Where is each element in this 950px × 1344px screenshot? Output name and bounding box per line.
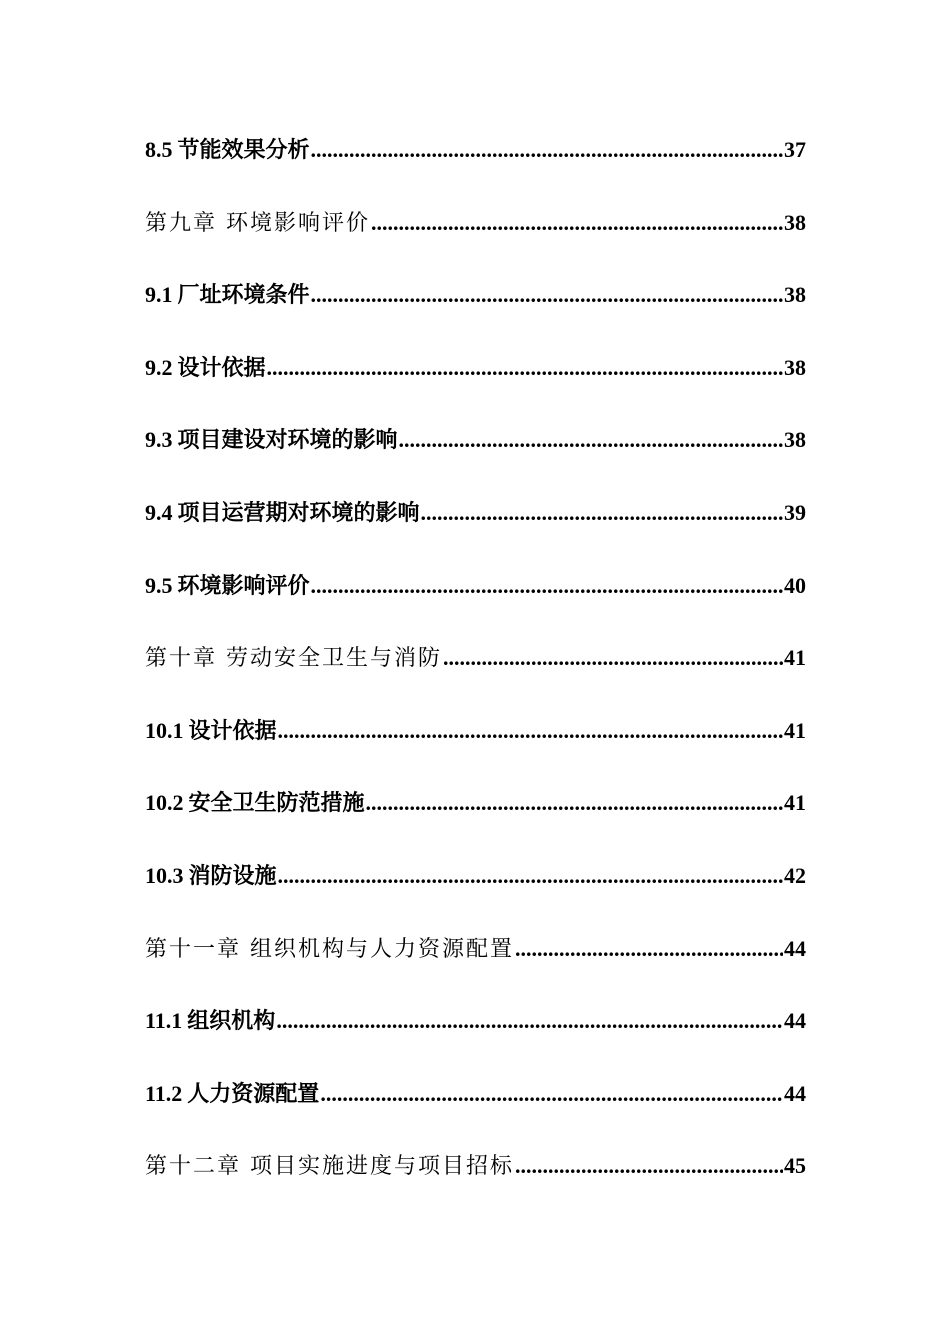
toc-entry-number: 10.1	[145, 717, 184, 743]
toc-dot-leader	[311, 128, 783, 172]
toc-entry-chapter-11[interactable]	[145, 927, 806, 1000]
toc-entry-text: 厂址环境条件	[177, 282, 310, 309]
toc-entry-number: 8.5	[145, 137, 173, 162]
toc-entry-title	[145, 1072, 319, 1116]
toc-entry-title	[145, 854, 277, 898]
toc-entry-title	[145, 202, 370, 246]
toc-entry-title	[145, 128, 310, 172]
toc-entry-page: 44	[784, 1080, 806, 1106]
toc-entry-9-2[interactable]	[145, 346, 806, 419]
toc-entry-text: 设计依据	[188, 717, 277, 744]
toc-entry-title	[145, 637, 442, 681]
toc-entry-9-4[interactable]	[145, 491, 806, 564]
toc-dot-leader	[515, 1144, 783, 1188]
toc-entry-number: 9.2	[145, 354, 173, 380]
toc-entry-page: 42	[784, 862, 806, 888]
toc-entry-10-1[interactable]	[145, 709, 806, 782]
toc-dot-leader	[278, 854, 783, 898]
toc-entry-10-2[interactable]	[145, 781, 806, 854]
toc-entry-10-3[interactable]	[145, 854, 806, 927]
toc-entry-page: 41	[784, 790, 806, 816]
toc-entry-number: 9.4	[145, 499, 173, 525]
toc-entry-number: 9.3	[145, 427, 173, 453]
toc-entry-page: 38	[784, 427, 806, 453]
toc-dot-leader	[267, 346, 783, 390]
toc-entry-text: 设计依据	[177, 354, 266, 381]
toc-entry-page: 38	[784, 282, 806, 308]
toc-dot-leader	[311, 564, 783, 608]
toc-entry-8-5[interactable]	[145, 128, 806, 201]
toc-entry-page: 38	[784, 354, 806, 380]
toc-dot-leader	[366, 781, 783, 825]
toc-entry-text: 第十章 劳动安全卫生与消防	[145, 646, 442, 672]
toc-dot-leader	[421, 491, 783, 535]
toc-entry-title	[145, 709, 277, 753]
toc-entry-text: 第十一章 组织机构与人力资源配置	[145, 936, 514, 962]
toc-entry-number: 11.2	[145, 1080, 183, 1106]
toc-entry-11-2[interactable]	[145, 1072, 806, 1145]
toc-entry-title	[145, 999, 275, 1043]
toc-dot-leader	[320, 1072, 783, 1116]
toc-entry-text: 人力资源配置	[187, 1080, 320, 1107]
toc-dot-leader	[276, 999, 783, 1043]
toc-entry-number: 10.3	[145, 862, 184, 888]
toc-entry-page: 41	[784, 717, 806, 743]
toc-entry-number: 10.2	[145, 790, 184, 816]
toc-entry-title	[145, 564, 310, 608]
toc-entry-text: 安全卫生防范措施	[188, 790, 365, 817]
toc-entry-page: 38	[784, 209, 806, 235]
toc-entry-title	[145, 1145, 514, 1189]
toc-entry-text: 第九章 环境影响评价	[145, 210, 370, 236]
toc-entry-text: 节能效果分析	[177, 137, 310, 163]
toc-entry-title	[145, 273, 310, 317]
toc-entry-title	[145, 491, 420, 535]
toc-entry-title	[145, 346, 266, 390]
toc-entry-text: 消防设施	[188, 862, 277, 889]
toc-dot-leader	[311, 273, 783, 317]
toc-entry-title	[145, 781, 365, 825]
toc-entry-page: 37	[784, 137, 806, 162]
toc-entry-page: 45	[784, 1153, 806, 1179]
toc-entry-text: 组织机构	[187, 1008, 276, 1035]
toc-entry-chapter-12[interactable]	[145, 1144, 806, 1217]
toc-entry-page: 40	[784, 572, 806, 598]
toc-entry-9-3[interactable]	[145, 418, 806, 491]
toc-entry-text: 项目运营期对环境的影响	[177, 499, 420, 526]
toc-entry-page: 44	[784, 1008, 806, 1034]
toc-entry-11-1[interactable]	[145, 999, 806, 1072]
toc-entry-9-5[interactable]	[145, 564, 806, 637]
table-of-contents	[145, 128, 806, 1217]
toc-entry-number: 9.1	[145, 282, 173, 308]
toc-entry-text: 第十二章 项目实施进度与项目招标	[145, 1154, 514, 1180]
toc-dot-leader	[371, 201, 783, 245]
toc-entry-page: 44	[784, 935, 806, 961]
toc-entry-title	[145, 418, 398, 462]
toc-dot-leader	[443, 636, 783, 680]
toc-entry-number: 9.5	[145, 572, 173, 598]
toc-dot-leader	[399, 418, 783, 462]
toc-entry-page: 39	[784, 499, 806, 525]
toc-dot-leader	[515, 927, 783, 971]
toc-entry-chapter-9[interactable]	[145, 201, 806, 274]
toc-entry-9-1[interactable]	[145, 273, 806, 346]
toc-entry-text: 项目建设对环境的影响	[177, 427, 398, 454]
toc-entry-number: 11.1	[145, 1008, 183, 1034]
toc-entry-title	[145, 928, 514, 972]
toc-entry-chapter-10[interactable]	[145, 636, 806, 709]
toc-dot-leader	[278, 709, 783, 753]
toc-entry-page: 41	[784, 645, 806, 671]
toc-entry-text: 环境影响评价	[177, 572, 310, 599]
